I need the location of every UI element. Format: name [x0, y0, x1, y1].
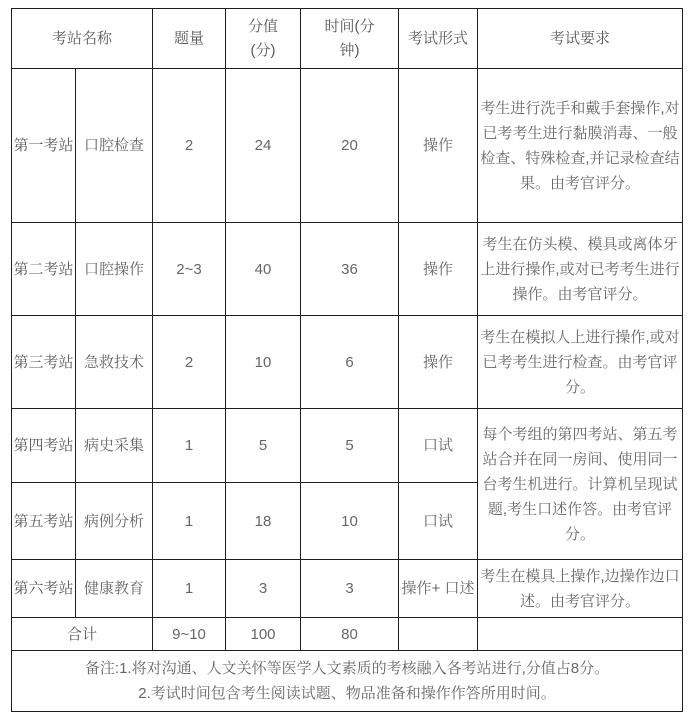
station-3-score: 10: [226, 316, 301, 409]
header-exam-form: 考试形式: [399, 9, 478, 69]
total-requirement-empty: [478, 618, 683, 651]
station-6-name: 健康教育: [76, 560, 153, 618]
station-2-name: 口腔操作: [76, 223, 153, 316]
station-3-count: 2: [153, 316, 226, 409]
station-3-name: 急救技术: [76, 316, 153, 409]
station-1-form: 操作: [399, 69, 478, 223]
station-3-label: 第三考站: [12, 316, 76, 409]
header-question-count: 题量: [153, 9, 226, 69]
station-5-form: 口试: [399, 483, 478, 560]
notes-cell: [12, 651, 683, 712]
header-time-line1: 时间(分: [324, 17, 375, 35]
header-station-name: 考站名称: [12, 9, 153, 69]
table-row: [12, 316, 683, 409]
table-row: [12, 560, 683, 618]
note-line-1: 备注:1.将对沟通、人文关怀等医学人文素质的考核融入各考站进行,分值占8分。: [84, 660, 610, 677]
station-3-time: 6: [301, 316, 399, 409]
station-2-form: 操作: [399, 223, 478, 316]
header-score: [226, 9, 301, 69]
total-count: 9~10: [153, 618, 226, 651]
station-6-score: 3: [226, 560, 301, 618]
station-1-time: 20: [301, 69, 399, 223]
station-2-time: 36: [301, 223, 399, 316]
station-4-5-requirement: 每个考组的第四考站、第五考站合并在同一房间、使用同一台考生机进行。计算机呈现试题,考生口述作答。由考官评分。: [478, 409, 683, 560]
station-6-form: 操作+ 口述: [399, 560, 478, 618]
header-time: [301, 9, 399, 69]
station-4-label: 第四考站: [12, 409, 76, 483]
notes-row: [12, 651, 683, 712]
station-1-name: 口腔检查: [76, 69, 153, 223]
station-3-form: 操作: [399, 316, 478, 409]
station-4-time: 5: [301, 409, 399, 483]
table-header-row: [12, 9, 683, 69]
total-time: 80: [301, 618, 399, 651]
header-exam-requirements: 考试要求: [478, 9, 683, 69]
station-5-name: 病例分析: [76, 483, 153, 560]
header-time-line2: 钟): [339, 41, 360, 59]
station-5-label: 第五考站: [12, 483, 76, 560]
station-5-count: 1: [153, 483, 226, 560]
exam-station-table: [11, 8, 683, 712]
table-row: [12, 69, 683, 223]
station-1-requirement: 考生进行洗手和戴手套操作,对已考考生进行黏膜消毒、一般检查、特殊检查,并记录检查结果。由考官评分。: [478, 69, 683, 223]
station-4-count: 1: [153, 409, 226, 483]
station-6-label: 第六考站: [12, 560, 76, 618]
station-4-form: 口试: [399, 409, 478, 483]
station-5-score: 18: [226, 483, 301, 560]
table-row: [12, 223, 683, 316]
station-1-count: 2: [153, 69, 226, 223]
station-3-requirement: 考生在模拟人上进行操作,或对已考考生进行检查。由考官评分。: [478, 316, 683, 409]
total-label: 合计: [12, 618, 153, 651]
table-row: [12, 409, 683, 483]
station-6-count: 1: [153, 560, 226, 618]
station-4-name: 病史采集: [76, 409, 153, 483]
total-row: [12, 618, 683, 651]
station-6-requirement: 考生在模具上操作,边操作边口述。由考官评分。: [478, 560, 683, 618]
total-score: 100: [226, 618, 301, 651]
header-score-line2: (分): [250, 41, 276, 59]
header-score-line1: 分值: [248, 17, 279, 35]
station-6-time: 3: [301, 560, 399, 618]
total-form-empty: [399, 618, 478, 651]
station-2-score: 40: [226, 223, 301, 316]
note-line-2: 2.考试时间包含考生阅读试题、物品准备和操作作答所用时间。: [138, 685, 556, 702]
station-2-count: 2~3: [153, 223, 226, 316]
station-4-score: 5: [226, 409, 301, 483]
station-2-requirement: 考生在仿头模、模具或离体牙上进行操作,或对已考考生进行操作。由考官评分。: [478, 223, 683, 316]
station-2-label: 第二考站: [12, 223, 76, 316]
station-5-time: 10: [301, 483, 399, 560]
station-1-score: 24: [226, 69, 301, 223]
station-1-label: 第一考站: [12, 69, 76, 223]
